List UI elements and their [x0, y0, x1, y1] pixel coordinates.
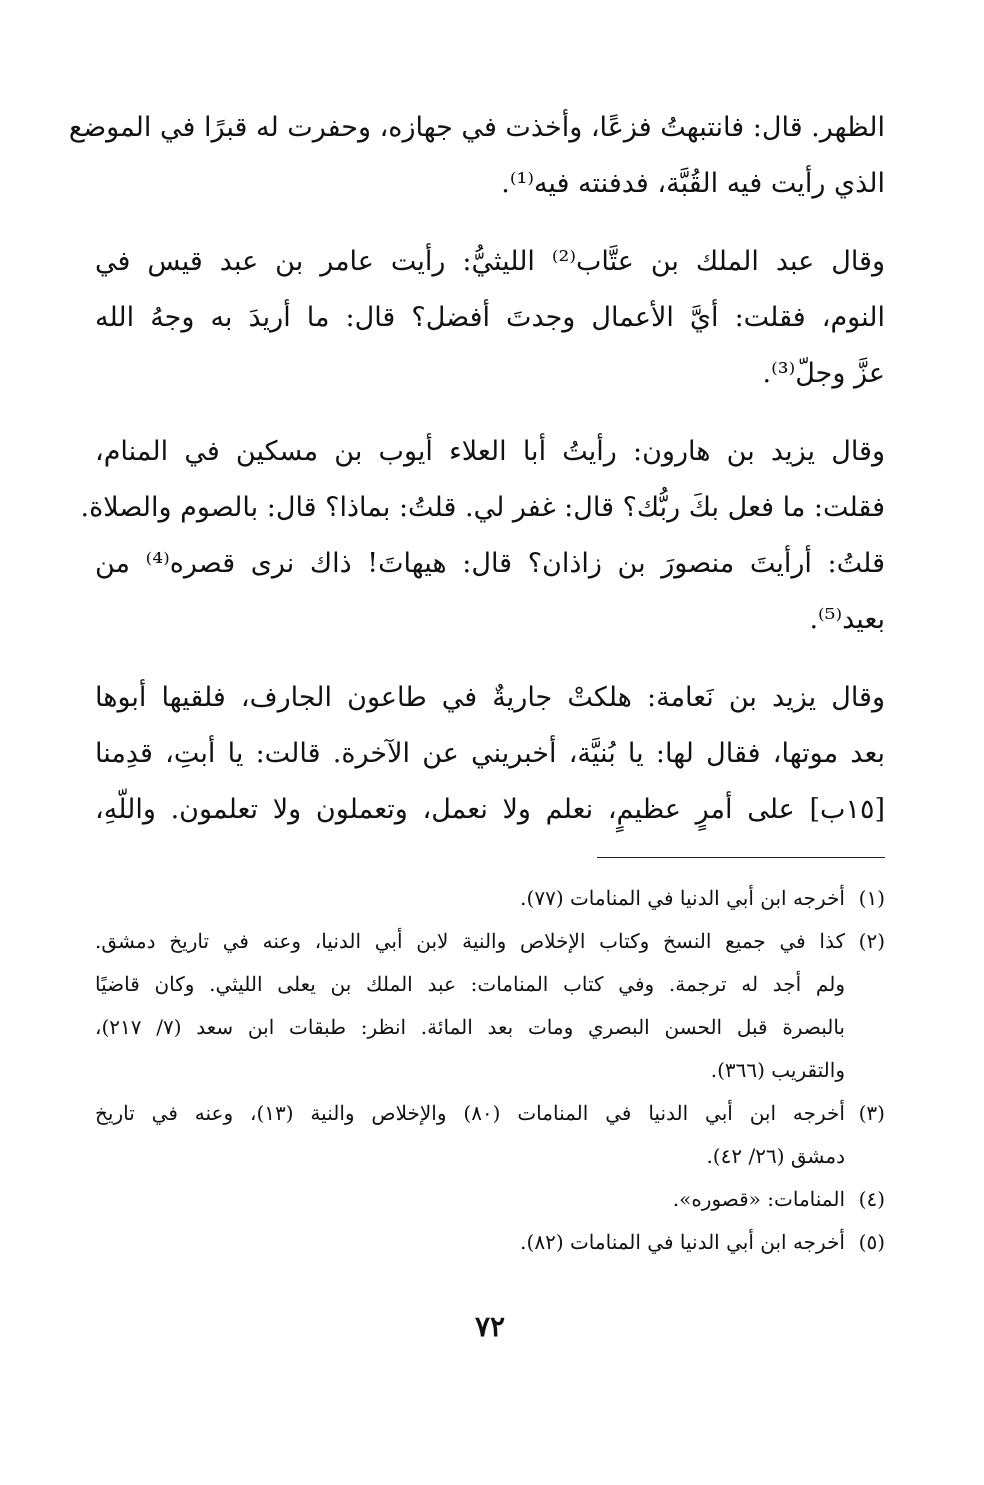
- paragraph-1: [68, 100, 885, 212]
- footnote-text: كذا في جميع النسخ وكتاب الإخلاص والنية لابن أبي الدنيا، وعنه في تاريخ دمشق.: [95, 929, 845, 953]
- footnote-line: ولم أجد له ترجمة. وفي كتاب المنامات: عبد الملك بن يعلى الليثي. وكان قاضيًا: [95, 972, 845, 996]
- footnote-text: أخرجه ابن أبي الدنيا في المنامات (٨٢).: [520, 1230, 845, 1254]
- footnote-line: [95, 920, 885, 963]
- footnote-line: [95, 1178, 885, 1221]
- text-line: وقال يزيد بن هارون: رأيتُ أبا العلاء أيوب بن مسكين في المنام،: [95, 436, 885, 467]
- text-line: وقال عبد الملك بن عتَّاب⁽²⁾ الليثيُّ: رأيت عامر بن عبد قيس في: [95, 246, 886, 277]
- footnotes: [95, 877, 885, 1264]
- footnote-line: بالبصرة قبل الحسن البصري ومات بعد المائة. انظر: طبقات ابن سعد (٧/ ٢١٧)،: [95, 1015, 845, 1039]
- paragraph-4: [95, 670, 885, 838]
- text-line: بعد موتها، فقال لها: يا بُنيَّة، أخبريني عن الآخرة. قالت: يا أبتِ، قدِمنا: [95, 738, 885, 769]
- text-line: فقلت: ما فعل بكَ ربُّك؟ قال: غفر لي. قلتُ: بماذا؟ قال: بالصوم والصلاة.: [80, 492, 885, 523]
- footnote-3: [95, 1092, 885, 1178]
- footnote-line: [95, 1221, 885, 1264]
- text-line: قلتُ: أرأيتَ منصورَ بن زاذان؟ قال: هيهاتَ! ذاك نرى قصره⁽⁴⁾ من: [95, 548, 886, 579]
- footnote-text: أخرجه ابن أبي الدنيا في المنامات (٨٠) والإخلاص والنية (١٣)، وعنه في تاريخ: [95, 1101, 845, 1125]
- footnote-1: [95, 877, 885, 920]
- text-line: الظهر. قال: فانتبهتُ فزعًا، وأخذت في جهازه، وحفرت له قبرًا في الموضع: [68, 112, 885, 143]
- text-line: [١٥ب] على أمرٍ عظيمٍ، نعلم ولا نعمل، وتعملون ولا تعلمون. واللّهِ،: [95, 794, 885, 825]
- footnote-separator: [597, 857, 885, 858]
- footnote-text: أخرجه ابن أبي الدنيا في المنامات (٧٧).: [520, 886, 845, 910]
- footnote-5: [95, 1221, 885, 1264]
- footnote-line: والتقريب (٣٦٦).: [710, 1058, 845, 1082]
- text-line: عزَّ وجلّ⁽³⁾.: [762, 358, 885, 389]
- book-page: [68, 100, 886, 1400]
- footnote-4: [95, 1178, 885, 1221]
- paragraph-2: [95, 234, 885, 402]
- footnote-2: [95, 920, 885, 1092]
- text-line: وقال يزيد بن نَعامة: هلكتْ جاريةٌ في طاعون الجارف، فلقيها أبوها: [95, 682, 885, 713]
- footnote-number: (٢): [858, 929, 885, 953]
- text-line: الذي رأيت فيه القُبَّة، فدفنته فيه⁽¹⁾.: [501, 168, 885, 199]
- footnote-number: (٥): [858, 1230, 885, 1254]
- footnote-line: [95, 1092, 885, 1135]
- footnote-line: [95, 877, 885, 920]
- footnote-number: (٤): [858, 1187, 885, 1211]
- footnote-number: (٣): [858, 1101, 885, 1125]
- paragraph-3: [80, 424, 886, 648]
- main-text: [68, 100, 886, 838]
- footnote-line: دمشق (٢٦/ ٤٢).: [706, 1144, 845, 1168]
- page-number: ٧٢: [474, 1310, 506, 1343]
- footnote-number: (١): [858, 886, 885, 910]
- text-line: بعيد⁽⁵⁾.: [809, 604, 885, 635]
- footnote-text: المنامات: «قصوره».: [672, 1187, 845, 1211]
- text-line: النوم، فقلت: أيَّ الأعمال وجدتَ أفضل؟ قال: ما أريدَ به وجهُ الله: [95, 302, 885, 333]
